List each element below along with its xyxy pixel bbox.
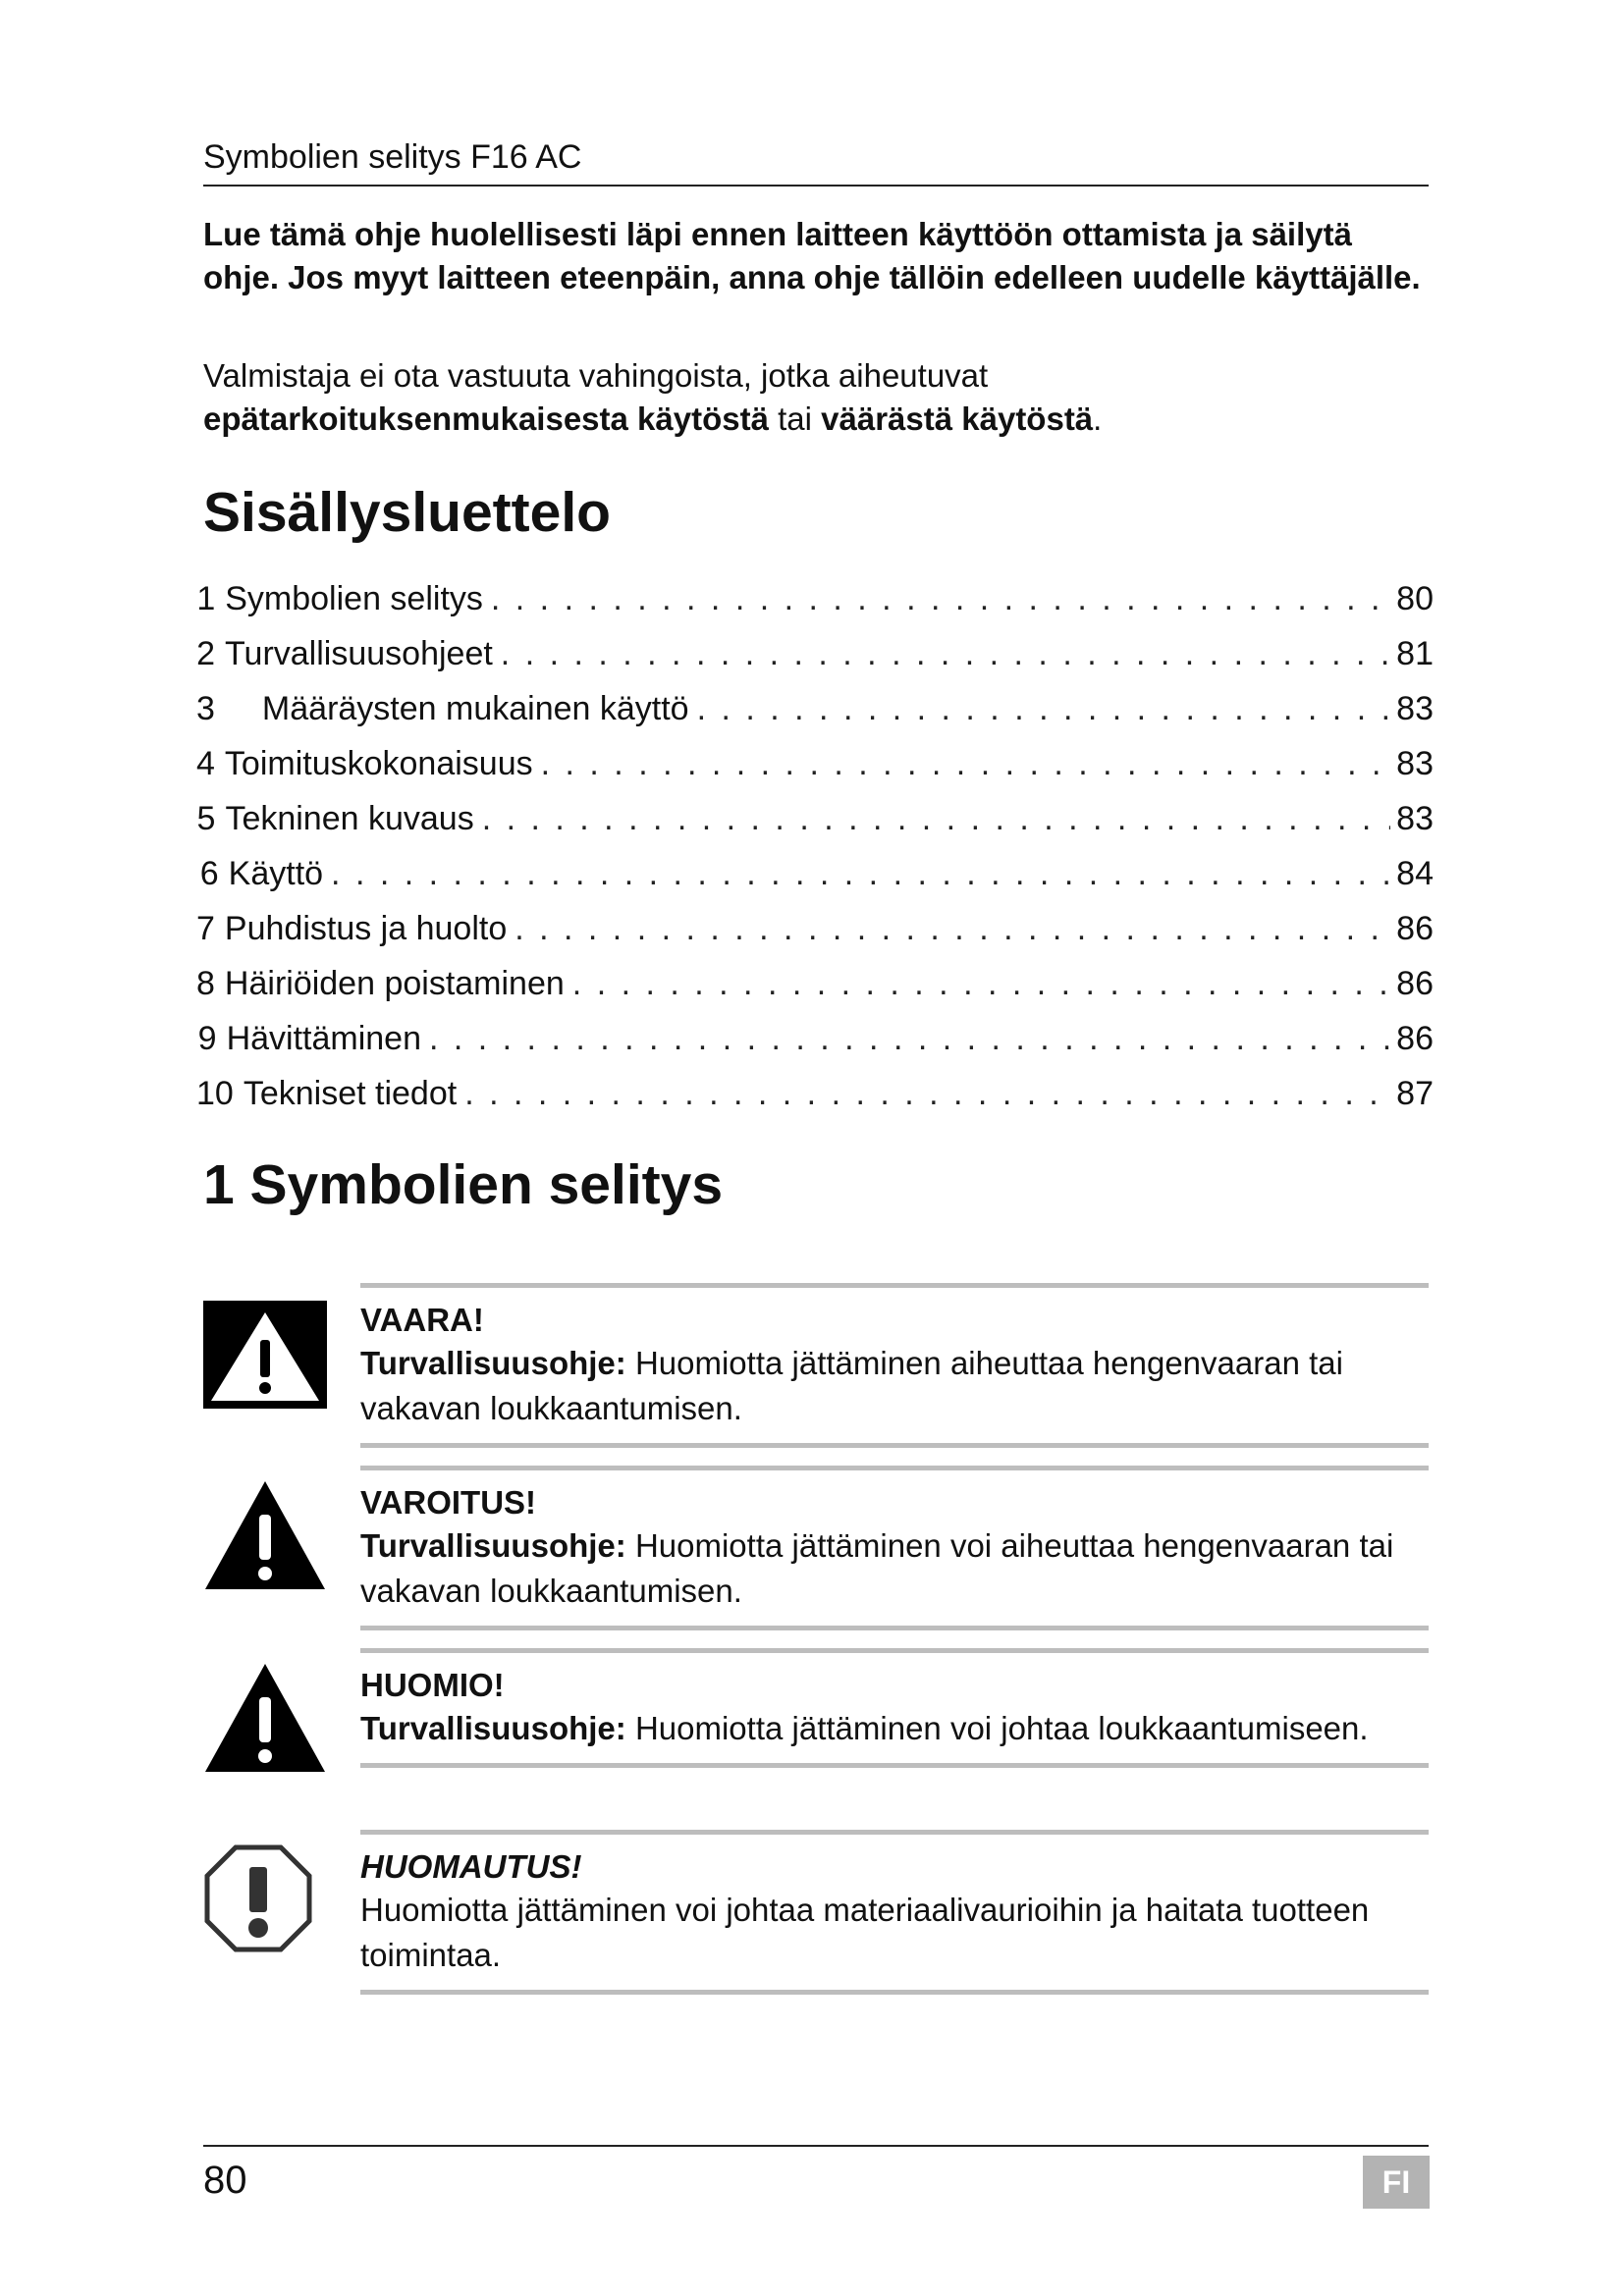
liability-prefix: Valmistaja ei ota vastuuta vahingoista, jotka aiheutuvat: [203, 357, 989, 394]
toc-item-page: 87: [1396, 1075, 1434, 1112]
toc-item[interactable]: [196, 736, 1434, 791]
toc-leader-dots: [572, 956, 1390, 1011]
toc-item-page: 86: [1396, 1020, 1434, 1057]
toc-item-number: 4: [196, 745, 215, 782]
page-number: 80: [203, 2159, 247, 2202]
toc-item[interactable]: [196, 956, 1434, 1011]
intro-instructions: Lue tämä ohje huolellisesti läpi ennen laitteen käyttöön ottamista ja säilytä ohje. Jos myyt laitteen eteenpäin, anna ohje tällöin edelleen uudelle käyttäjälle.: [203, 216, 1421, 295]
toc-leader-dots: [501, 626, 1390, 681]
toc-item[interactable]: [196, 901, 1434, 956]
toc-item-title: Käyttö: [228, 855, 324, 892]
warning-triangle-icon: [203, 1479, 327, 1587]
liability-end: .: [1093, 400, 1103, 437]
notice-lead: Turvallisuusohje:: [360, 1527, 626, 1564]
header-title: Symbolien selitys F16 AC: [203, 138, 582, 176]
notice-text: [360, 1341, 1429, 1431]
notice-body: [360, 1648, 1429, 1768]
notice-body: [360, 1283, 1429, 1448]
toc-heading: Sisällysluettelo: [203, 481, 612, 544]
toc-item-page: 81: [1396, 635, 1434, 672]
toc-item-title: Määräysten mukainen käyttö: [261, 690, 689, 727]
notice-description: Huomiotta jättäminen voi johtaa materiaalivaurioihin ja haitata tuotteen toimintaa.: [360, 1892, 1370, 1973]
notice-label: VAROITUS!: [360, 1484, 537, 1521]
toc-item-page: 86: [1396, 910, 1434, 947]
toc-item-title: Symbolien selitys: [225, 580, 483, 617]
notice-danger: [203, 1283, 1429, 1440]
notice-body: [360, 1830, 1429, 1995]
notice-text: [360, 1523, 1429, 1614]
toc-item-title: Toimituskokonaisuus: [224, 745, 533, 782]
caution-triangle-icon: [203, 1662, 327, 1770]
toc-item-page: 83: [1396, 745, 1434, 782]
toc-item-page: 83: [1396, 800, 1434, 837]
toc-item-title: Puhdistus ja huolto: [224, 910, 508, 947]
toc-item[interactable]: [196, 571, 1434, 626]
notice-description: Huomiotta jättäminen voi johtaa loukkaantumiseen.: [634, 1710, 1369, 1746]
toc-item[interactable]: [196, 846, 1434, 901]
danger-triangle-icon: [203, 1301, 327, 1409]
toc-item-number: 9: [197, 1020, 217, 1057]
toc-leader-dots: [331, 846, 1390, 901]
toc-item-page: 80: [1396, 580, 1434, 617]
toc-leader-dots: [697, 681, 1391, 736]
liability-mid: tai: [778, 400, 812, 437]
page-header: [203, 135, 1429, 187]
toc-leader-dots: [541, 736, 1391, 791]
toc-item-title: Hävittäminen: [226, 1020, 421, 1057]
toc-leader-dots: [464, 1066, 1390, 1121]
intro-liability: [203, 354, 1429, 441]
toc-item[interactable]: [196, 791, 1434, 846]
notice-text: [360, 1706, 1429, 1751]
notice-description: Huomiotta jättäminen aiheuttaa hengenvaaran tai vakavan loukkaantumisen.: [360, 1345, 1343, 1426]
toc-item-number: 3: [196, 690, 215, 727]
toc-item[interactable]: [196, 681, 1434, 736]
toc-item-number: 2: [196, 635, 216, 672]
toc-item-number: 6: [199, 855, 219, 892]
toc-item-number: 1: [196, 580, 216, 617]
toc-leader-dots: [491, 571, 1390, 626]
toc-item-number: 7: [196, 910, 215, 947]
notice-label: HUOMAUTUS!: [360, 1848, 582, 1885]
toc-leader-dots: [482, 791, 1390, 846]
toc-item-number: 10: [196, 1075, 234, 1112]
toc-item-page: 86: [1396, 965, 1434, 1002]
language-badge: FI: [1363, 2156, 1430, 2209]
notice-body: [360, 1466, 1429, 1630]
toc-item-number: 8: [196, 965, 215, 1002]
toc-item-title: Turvallisuusohjeet: [225, 635, 493, 672]
toc-item[interactable]: [196, 1011, 1434, 1066]
toc-item-page: 84: [1396, 855, 1434, 892]
footer-divider: [203, 2145, 1429, 2147]
notice-lead: Turvallisuusohje:: [360, 1710, 626, 1746]
notice-caution: [203, 1648, 1429, 1805]
toc-item-title: Tekniset tiedot: [243, 1075, 458, 1112]
toc-leader-dots: [514, 901, 1390, 956]
liability-bold-2: väärästä käytöstä: [821, 400, 1094, 437]
notice-lead: Turvallisuusohje:: [360, 1345, 626, 1381]
toc-item[interactable]: [196, 626, 1434, 681]
toc-item-number: 5: [196, 800, 216, 837]
toc-item[interactable]: [196, 1066, 1434, 1121]
toc-item-title: Häiriöiden poistaminen: [224, 965, 565, 1002]
notice-label: HUOMIO!: [360, 1667, 505, 1703]
section-heading: 1 Symbolien selitys: [203, 1153, 724, 1216]
notice-label: VAARA!: [360, 1302, 484, 1338]
toc-item-title: Tekninen kuvaus: [225, 800, 474, 837]
table-of-contents: [196, 571, 1434, 1121]
notice-description: Huomiotta jättäminen voi aiheuttaa hengenvaaran tai vakavan loukkaantumisen.: [360, 1527, 1394, 1609]
notice-warning: [203, 1466, 1429, 1623]
toc-item-page: 83: [1396, 690, 1434, 727]
liability-bold-1: epätarkoituksenmukaisesta käytöstä: [203, 400, 769, 437]
toc-leader-dots: [429, 1011, 1390, 1066]
notice-info: [203, 1830, 1429, 1987]
notice-octagon-icon: [203, 1843, 313, 1953]
